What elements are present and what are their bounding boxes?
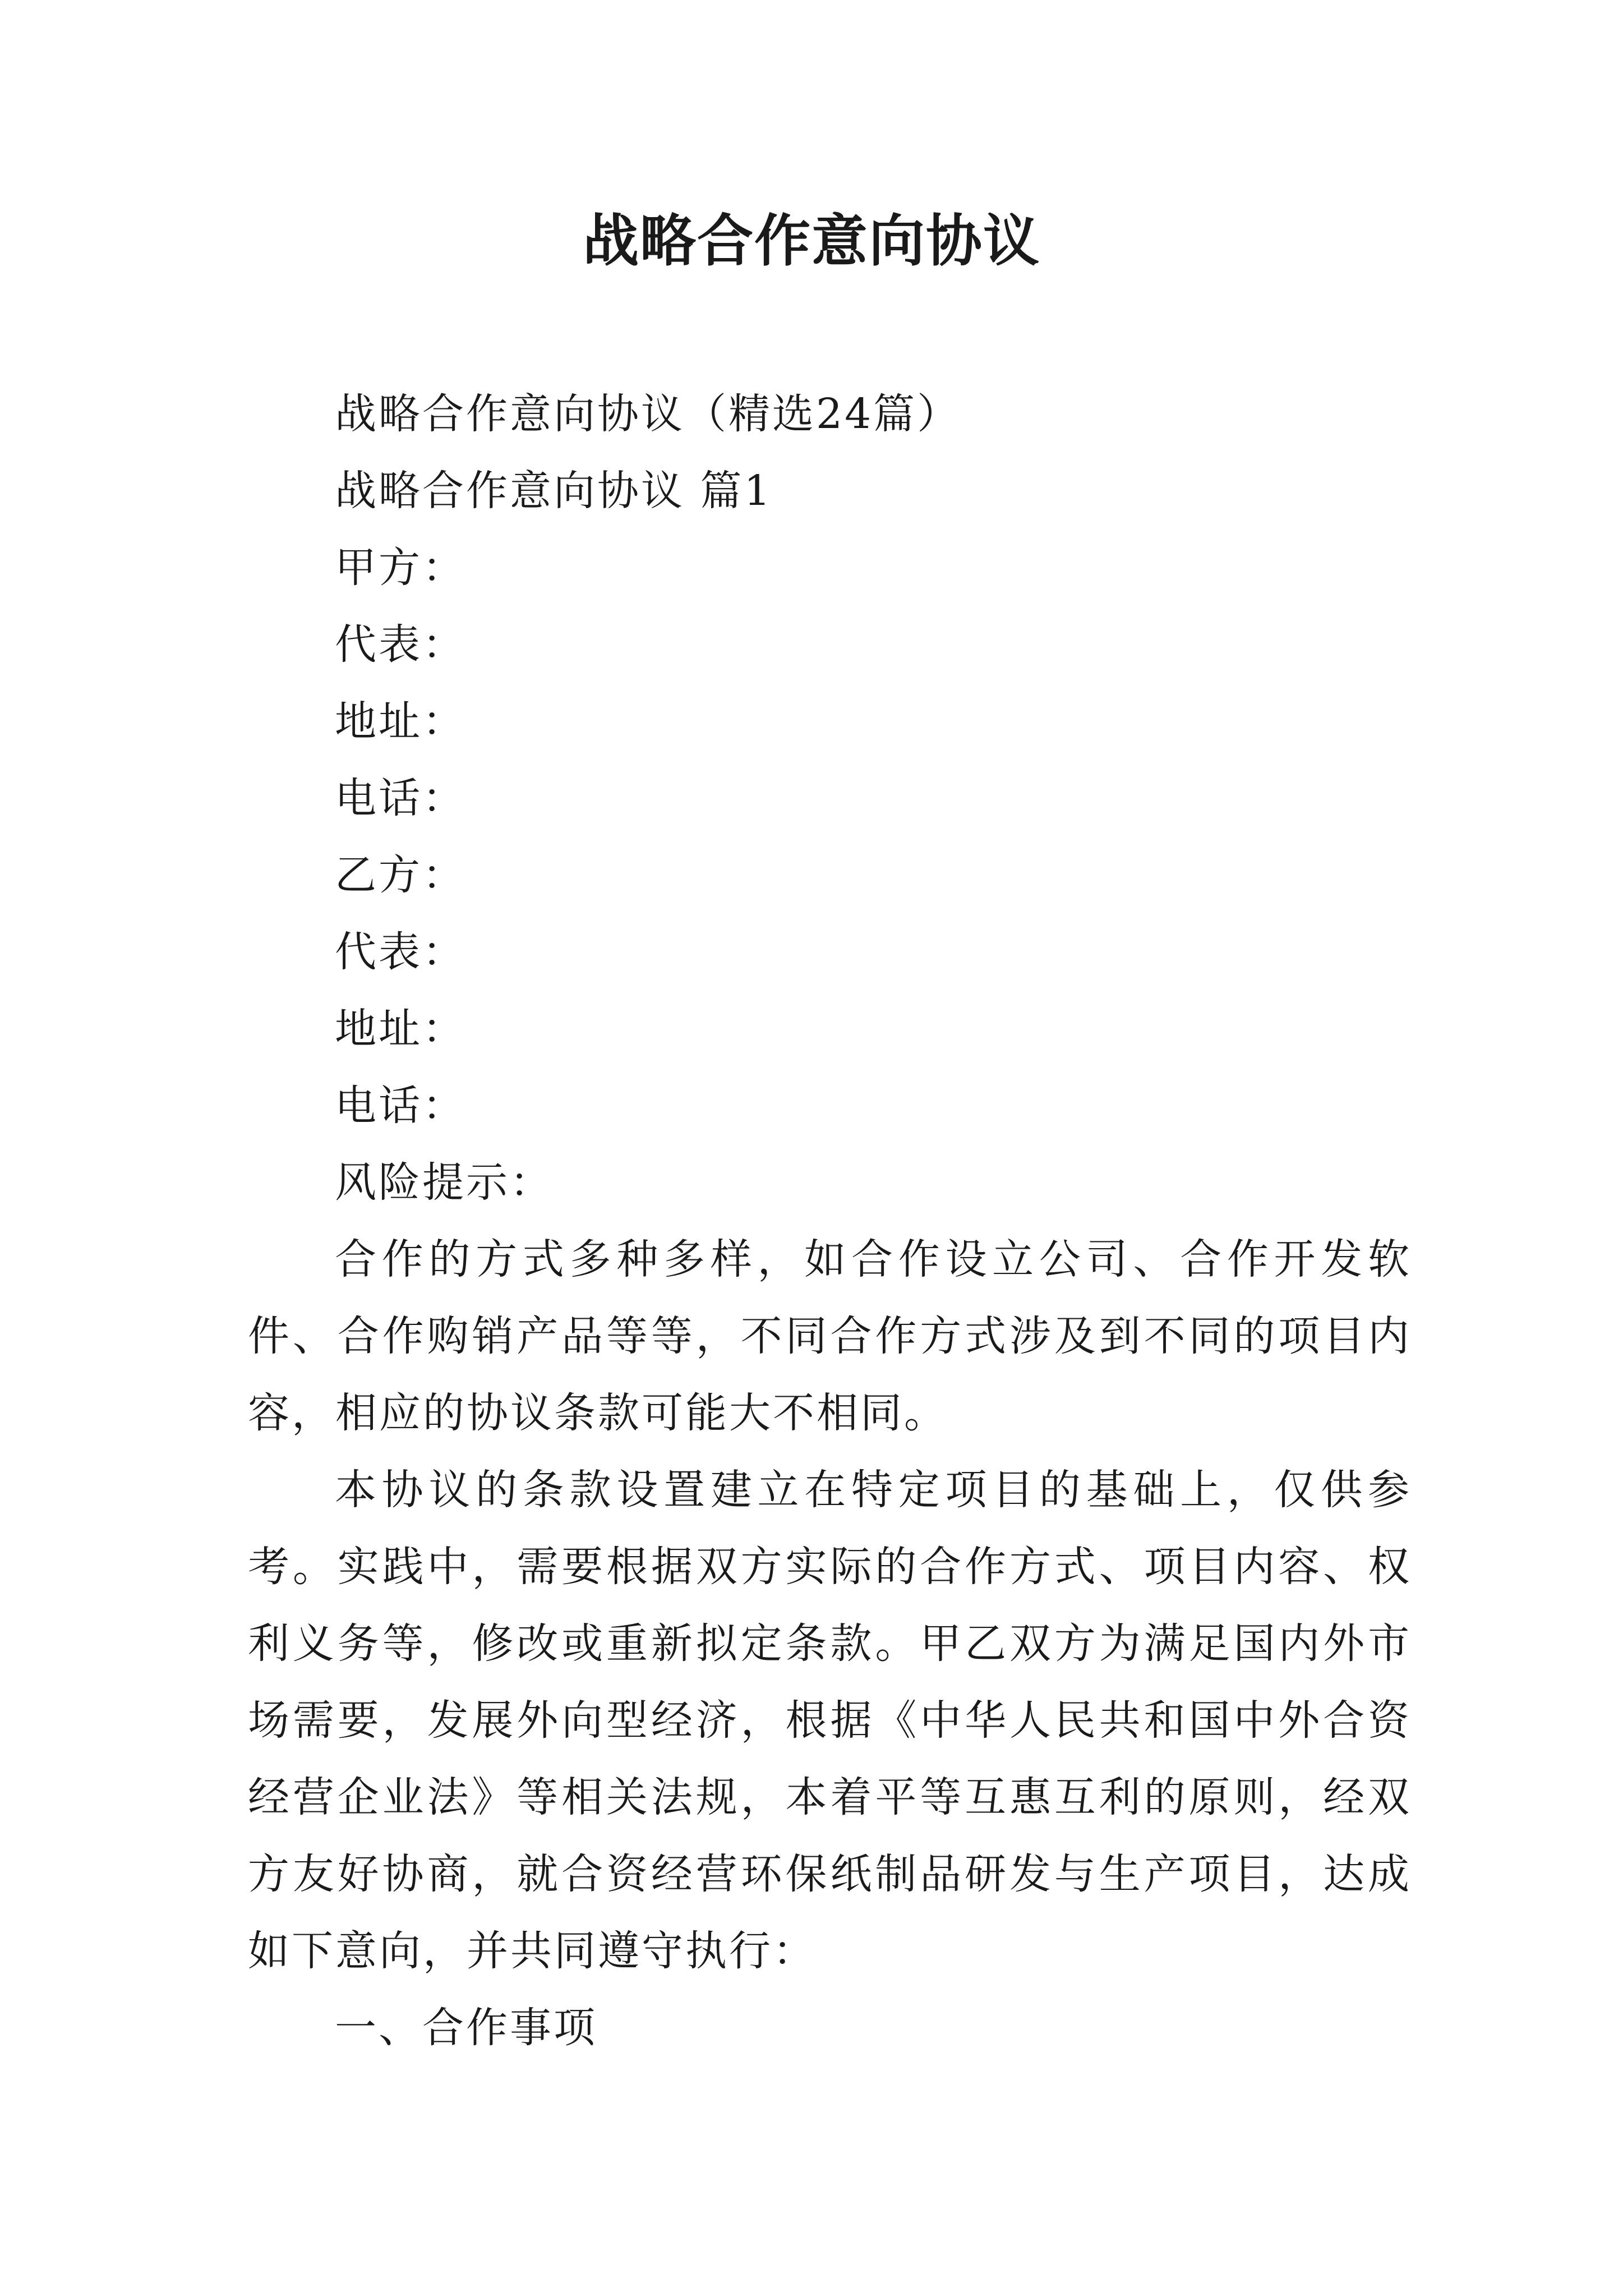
party-b-address: 地址： <box>335 1005 466 1053</box>
body-paragraph: 本协议的条款设置建立在特定项目的基础上，仅供参考。实践中，需要根据双方实际的合作方式、项目内容、权利义务等，修改或重新拟定条款。甲乙双方为满足国内外市场需要，发展外向型经济，根据《中华人民共和国中外合资经营企业法》等相关法规，本着平等互惠互利的原则，经双方友好协商，就合资经营环保纸制品研发与生产项目，达成如下意向，并共同遵守执行： <box>248 1466 1412 1975</box>
document-title: 战略合作意向协议 <box>583 208 1040 274</box>
document-subtitle: 战略合作意向协议（精选24篇） <box>335 390 961 438</box>
party-a-label: 甲方： <box>335 544 466 592</box>
party-b-label: 乙方： <box>335 851 466 899</box>
party-a-phone: 电话： <box>335 774 466 822</box>
party-a-address: 地址： <box>335 697 466 746</box>
clause-heading: 一、合作事项 <box>335 2004 597 2052</box>
body-paragraph: 合作的方式多种多样，如合作设立公司、合作开发软件、合作购销产品等等，不同合作方式涉及到不同的项目内容，相应的协议条款可能大不相同。 <box>248 1235 1412 1437</box>
party-b-phone: 电话： <box>335 1082 466 1130</box>
document-body <box>248 376 1412 2067</box>
section-heading: 战略合作意向协议 篇1 <box>335 467 773 515</box>
party-a-representative: 代表： <box>335 620 466 669</box>
party-b-representative: 代表： <box>335 928 466 976</box>
risk-heading: 风险提示： <box>335 1158 554 1207</box>
